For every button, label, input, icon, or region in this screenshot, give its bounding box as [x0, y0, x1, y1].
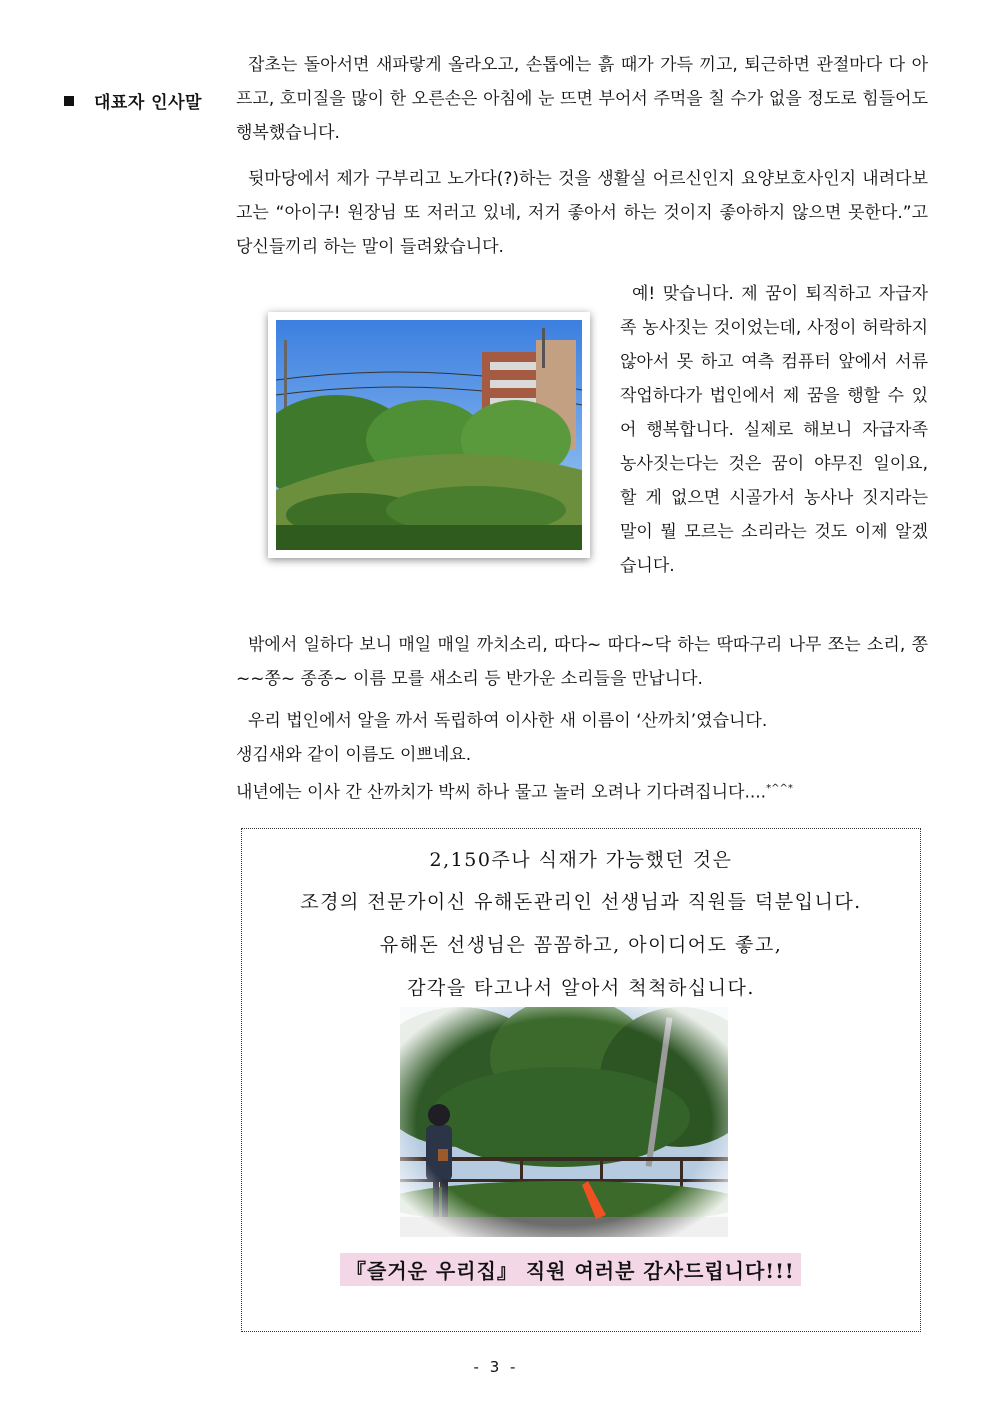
paragraph-4: 밖에서 일하다 보니 매일 매일 까치소리, 따다~ 따다~닥 하는 딱따구리 나무 쪼는 소리, 쫑~~쫑~ 종종~ 이름 모를 새소리 등 반가운 소리들을 만납니다.	[236, 635, 928, 689]
paragraph-5-line-3	[236, 772, 928, 810]
box-line-3: 유해돈 선생님은 꼼꼼하고, 아이디어도 좋고,	[379, 934, 783, 956]
appreciation-box	[241, 828, 921, 1332]
garden-photo	[268, 312, 590, 558]
paragraph-5	[236, 704, 928, 810]
smiley-emoticon: *^^*	[766, 783, 793, 794]
paragraph-3: 예! 맞습니다. 제 꿈이 퇴직하고 자급자족 농사짓는 것이었는데, 사정이 허락하지 않아서 못 하고 여측 컴퓨터 앞에서 서류 작업하다가 법인에서 제 꿈을 행할 수 있어 행복합니다. 실제로 해보니 자급자족 농사짓는다는 것은 꿈이 야무진 일이요, 할 게 없으면 시골가서 농사나 짓지라는 말이 뭘 모르는 소리라는 것도 이제 알겠습니다.	[620, 284, 928, 576]
thanks-banner: 『즐거운 우리집』 직원 여러분 감사드립니다!!!	[340, 1253, 801, 1286]
box-line-1: 2,150주나 식재가 가능했던 것은	[429, 849, 733, 871]
square-bullet-icon	[64, 96, 74, 106]
paragraph-5-line-1: 우리 법인에서 알을 까서 독립하여 이사한 새 이름이 ‘산까치’였습니다.	[248, 711, 768, 731]
paragraph-2: 뒷마당에서 제가 구부리고 노가다(?)하는 것을 생활실 어르신인지 요양보호사인지 내려다보고는 “아이구! 원장님 또 저러고 있네, 저거 좋아서 하는 것이지 좋아하지 않으면 못한다.”고 당신들끼리 하는 말이 들려왔습니다.	[236, 169, 928, 257]
section-title: 대표자 인사말	[94, 93, 202, 113]
box-line-4: 감각을 타고나서 알아서 척척하십니다.	[407, 977, 755, 999]
staff-working-photo	[400, 1007, 728, 1237]
paragraph-5-line-3-text: 내년에는 이사 간 산까치가 박씨 하나 물고 놀러 오려나 기다려집니다....	[236, 782, 767, 803]
page-number: - 3 -	[473, 1358, 519, 1376]
box-line-2: 조경의 전문가이신 유해돈관리인 선생님과 직원들 덕분입니다.	[300, 891, 862, 913]
section-heading	[64, 88, 202, 113]
paragraph-1: 잡초는 돌아서면 새파랗게 올라오고, 손톱에는 흙 때가 가득 끼고, 퇴근하면 관절마다 다 아프고, 호미질을 많이 한 오른손은 아침에 눈 뜨면 부어서 주먹을 칠 수가 없을 정도로 힘들어도 행복했습니다.	[236, 55, 928, 143]
paragraph-5-line-2: 생김새와 같이 이름도 이쁘네요.	[236, 745, 472, 765]
